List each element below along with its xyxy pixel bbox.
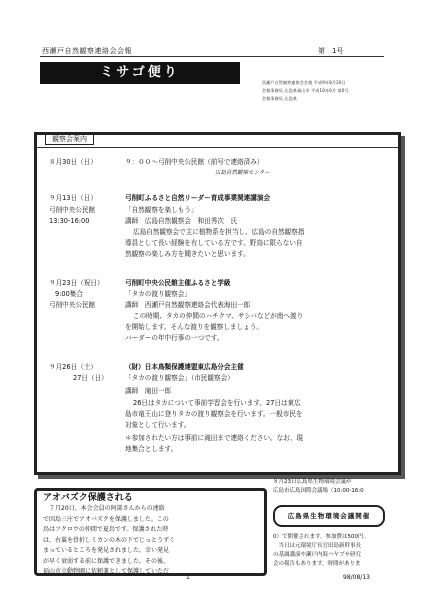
aobazuku-article	[34, 488, 267, 576]
event-2-subtitle: 「自然観察を楽しもう」	[125, 206, 198, 214]
event-3-body-line: バーダーの年中行事の一つです。	[125, 334, 224, 342]
aobazuku-body-line: ７月20日、本会会員の阿部さんからの連絡	[43, 505, 165, 512]
panel-divider	[37, 147, 398, 148]
event-3-subtitle: 「タカの渡り観察会」	[125, 290, 191, 298]
event-2-speaker: 講師 広島自然観察会 和田秀次 氏	[125, 217, 238, 225]
event-3-body-line: を開始します。そんな渡りを観察しましょう。	[125, 323, 263, 331]
address-line: 西瀬戸自然観察連絡会会報 平成9年8月20日	[262, 80, 346, 85]
event-3-time: 9:00集合	[55, 290, 83, 298]
conference-line: 広島市広島国際会議場（10:00-16:0	[273, 488, 364, 494]
event-4-body-line: 島市竜王山に登りタカの渡り観察会を行います。一般市民を	[125, 410, 303, 418]
event-3-date: ９月23日（祝日）	[49, 279, 104, 287]
event-2-body-line: 導員として長い経験を有している方です。野鳥に限らない自	[125, 239, 303, 247]
aobazuku-title: アオバズク保護される	[43, 493, 133, 503]
event-2-title: 弓削町ふるさと自然リーダー育成事業関連講演会	[125, 194, 271, 202]
address-line: 会報事務局 広島県福山市 平成10年6月 第6号	[262, 88, 349, 93]
event-1-note: 広島自然観察センター	[215, 170, 270, 176]
event-4-body-line: 地集合とします。	[125, 445, 178, 453]
event-3-speaker: 講師 西瀬戸自然観察連絡会代表海田一郎	[125, 301, 251, 309]
aobazuku-body-line: 鳥はフクロウの仲間で夏鳥です。保護された時	[43, 526, 169, 533]
aobazuku-body-line: が早く衰弱する前に保護できました。その後、	[43, 557, 170, 565]
event-4-body-line: 26日はタカについて事前学習会を行います。27日は東広	[133, 399, 301, 407]
events-panel	[34, 132, 401, 475]
aobazuku-body-line: で因島三庄でアオバズクを保護しました。この	[43, 515, 169, 523]
aobazuku-body-line: まっているところを発見されました。幸い発見	[43, 547, 170, 554]
event-2-time: 13:30-16:00	[49, 217, 90, 225]
page-number: 1	[186, 574, 190, 581]
issue-number: 第 1号	[318, 47, 344, 55]
event-3-title: 弓削町中央公民館主催ふるさと学級	[125, 279, 231, 287]
event-4-date: ９月26日（土）	[49, 363, 97, 371]
conference-line: 0）で開催されます。参加費は500円。	[273, 534, 370, 540]
conference-title-pill: 広島県生物環境会議開催	[273, 505, 385, 527]
aobazuku-body	[43, 504, 255, 578]
event-4-speaker: 講師 滝田一郎	[125, 387, 172, 395]
event-2-date: ９月13日（日）	[49, 194, 97, 202]
conference-line: ８月23日広島県生物環境会議が	[273, 479, 352, 485]
conference-notice-top	[273, 478, 381, 496]
conference-line: 当日は元環境庁長官田島新幹事長	[273, 543, 362, 549]
conference-notice-bottom	[273, 533, 381, 569]
event-3-place: 弓削中央公民館	[49, 301, 96, 309]
event-1-date: ８月30日（日）	[49, 158, 97, 166]
event-2-body-line: 広島自然観察会で主に植物系を担当し、広島の自然観察指	[133, 228, 305, 236]
event-4-body-line: 対象として行います。	[125, 421, 191, 429]
event-3-body-line: この時期、タカの仲間のハチクマ、サシバなどが南へ渡り	[133, 312, 304, 320]
aobazuku-body-line: 福山市立動物園に依頼兼として保護していただ	[43, 568, 170, 575]
newsletter-org-name: 西瀬戸自然観察連絡会会報	[42, 47, 132, 55]
newsletter-title-banner: ミサゴ便り	[40, 62, 240, 84]
header-rule	[40, 56, 384, 57]
event-1-title: ９：００～弓削中央公民館（前号で連絡済み）	[125, 158, 264, 166]
conference-line: の基調講演や瀬戸内海ハヤブサ研究	[273, 552, 362, 558]
event-4-date2: 27日（日）	[73, 374, 108, 382]
event-2-body-line: 然観察の楽しみ方を聞きたいと思います。	[125, 250, 250, 258]
event-2-place: 弓削中央公民館	[49, 206, 96, 214]
aobazuku-body-line: は、右翼を骨折しミカンの木の下でじっとうずく	[43, 536, 176, 544]
conference-line: 会の報告もあります。時間がありま	[273, 561, 361, 567]
events-panel-tag: 観察会案内	[45, 134, 94, 145]
event-4-title: （財）日本鳥類保護連盟東広島分会主催	[125, 363, 244, 371]
event-4-body-line: ＊参加されたい方は事前に滝田まで連絡ください。なお、現	[125, 434, 304, 442]
footer-date: 98/08/13	[343, 574, 370, 581]
event-4-subtitle: 「タカの渡り観察会」（市民観察会）	[125, 374, 234, 382]
address-line: 会報事務局 広島県	[262, 96, 298, 101]
